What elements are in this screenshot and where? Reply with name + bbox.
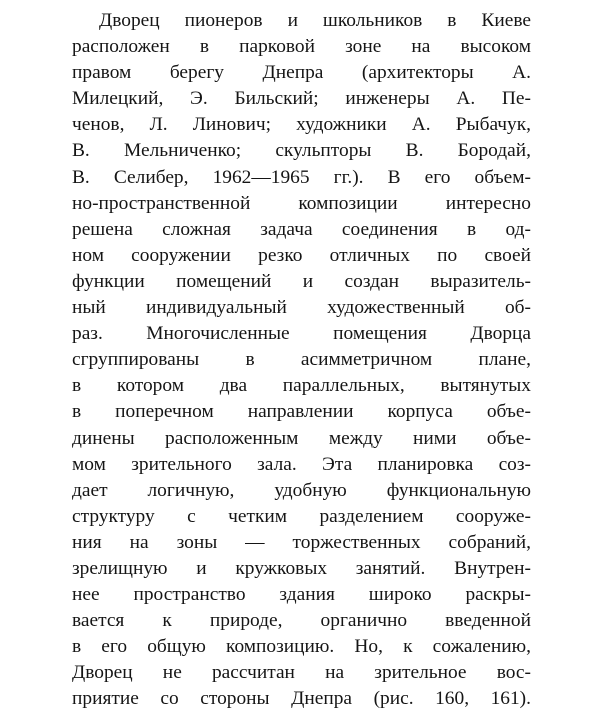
text-line: но-пространственной композиции интересно (72, 192, 531, 214)
text-line: ный индивидуальный художественный об- (72, 297, 531, 319)
text-line: решена сложная задача соединения в од- (72, 218, 531, 240)
text-line: в котором два параллельных, вытянутых (72, 375, 531, 397)
text-line: ния на зоны — торжественных собраний, (72, 531, 531, 553)
text-line: в поперечном направлении корпуса объе- (72, 401, 531, 423)
text-line: вается к природе, органично введенной (72, 610, 531, 632)
text-page (72, 8, 531, 713)
text-line: приятие со стороны Днепра (рис. 160, 161). (72, 688, 531, 710)
text-line: Милецкий, Э. Бильский; инженеры А. Пе- (72, 88, 531, 110)
text-line: нее пространство здания широко раскры- (72, 584, 531, 606)
text-line: В. Селибер, 1962—1965 гг.). В его объем- (72, 166, 531, 188)
text-line: дает логичную, удобную функциональную (72, 479, 531, 501)
text-line: функции помещений и создан выразитель- (72, 270, 531, 292)
text-line: В. Мельниченко; скульпторы В. Бородай, (72, 140, 531, 162)
text-line: ченов, Л. Линович; художники А. Рыбачук, (72, 114, 531, 136)
text-line: правом берегу Днепра (архитекторы А. (72, 62, 531, 84)
text-line: в его общую композицию. Но, к сожалению, (72, 636, 531, 658)
body-paragraph (72, 8, 531, 713)
text-line: динены расположенным между ними объе- (72, 427, 531, 449)
text-line: зрелищную и кружковых занятий. Внутрен- (72, 557, 531, 579)
text-line: Дворец пионеров и школьников в Киеве (99, 10, 531, 31)
text-line: расположен в парковой зоне на высоком (72, 36, 531, 58)
text-line: ном сооружении резко отличных по своей (72, 244, 531, 266)
text-line: мом зрительного зала. Эта планировка соз- (72, 453, 531, 475)
text-line: Дворец не рассчитан на зрительное вос- (72, 662, 531, 684)
text-line: раз. Многочисленные помещения Дворца (72, 323, 531, 345)
text-line: сгруппированы в асимметричном плане, (72, 349, 531, 371)
text-line: структуру с четким разделением сооруже- (72, 505, 531, 527)
